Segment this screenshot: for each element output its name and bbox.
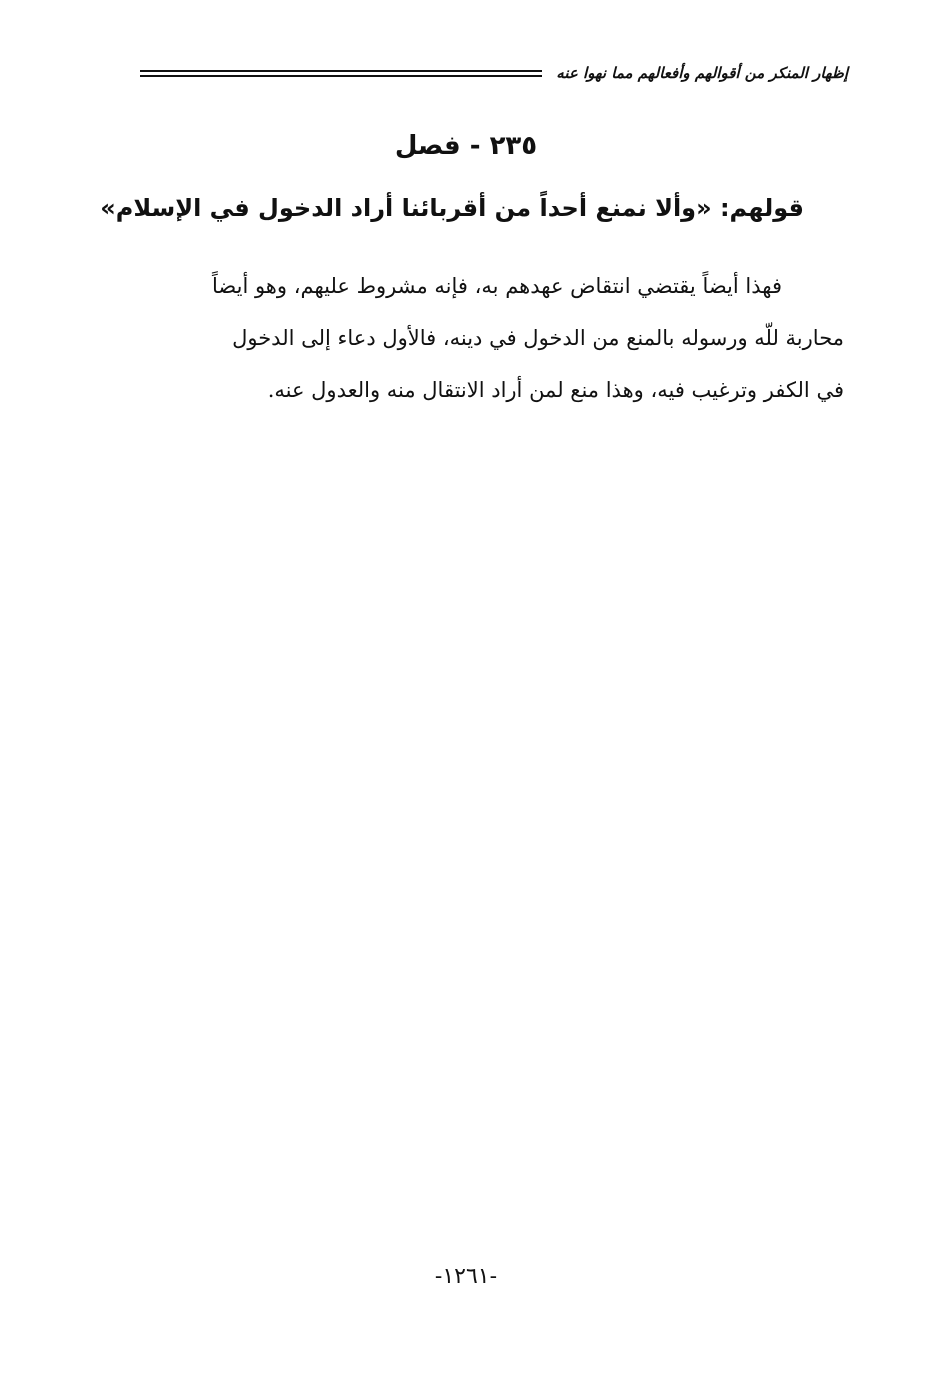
- running-header: [140, 58, 848, 88]
- section-heading: ٢٣٥ - فصل: [394, 131, 538, 161]
- body-paragraph: [138, 260, 844, 416]
- page-number: -١٢٦١-: [434, 1264, 498, 1289]
- body-line: في الكفر وترغيب فيه، وهذا منع لمن أراد الانتقال منه والعدول عنه.: [267, 378, 844, 402]
- body-line: محاربة للّه ورسوله بالمنع من الدخول في دينه، فالأول دعاء إلى الدخول: [232, 326, 844, 350]
- section-subheading: قولهم: «وألا نمنع أحداً من أقربائنا أراد الدخول في الإسلام»: [100, 194, 804, 222]
- body-line: فهذا أيضاً يقتضي انتقاض عهدهم به، فإنه مشروط عليهم، وهو أيضاً: [211, 274, 782, 298]
- header-double-rule: [140, 70, 542, 77]
- running-header-title: إظهار المنكر من أقوالهم وأفعالهم مما نهوا عنه: [556, 63, 848, 82]
